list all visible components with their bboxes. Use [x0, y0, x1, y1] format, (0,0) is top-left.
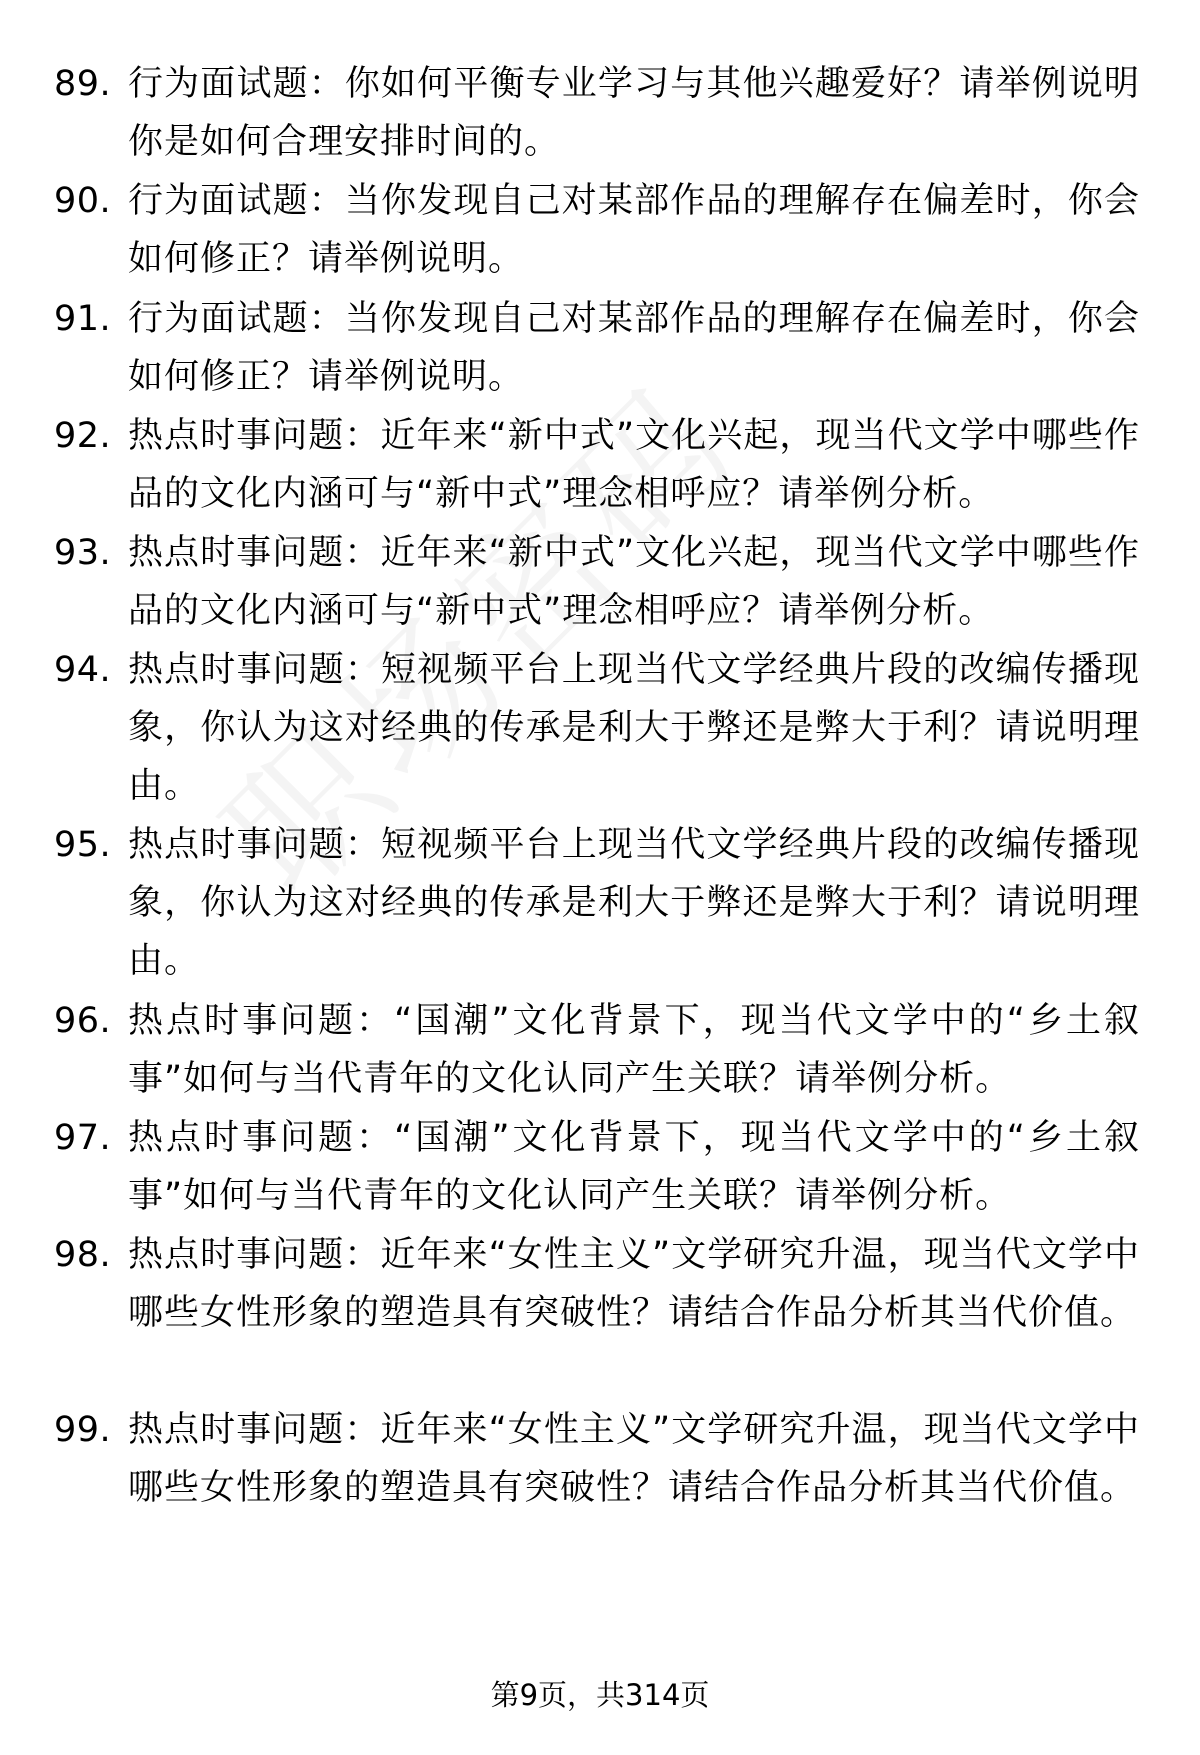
question-text: 行为面试题：当你发现自己对某部作品的理解存在偏差时，你会如何修正？请举例说明。 — [128, 181, 1140, 279]
question-number: 94. — [54, 650, 112, 690]
page-number-footer: 第9页，共314页 — [490, 1678, 710, 1712]
question-text: 热点时事问题：近年来“新中式”文化兴起，现当代文学中哪些作品的文化内涵可与“新中式”理念相呼应？请举例分析。 — [128, 416, 1140, 514]
question-text: 行为面试题：当你发现自己对某部作品的理解存在偏差时，你会如何修正？请举例说明。 — [128, 299, 1140, 397]
question-number: 99. — [54, 1410, 112, 1450]
question-text: 热点时事问题：近年来“新中式”文化兴起，现当代文学中哪些作品的文化内涵可与“新中式”理念相呼应？请举例分析。 — [128, 533, 1140, 631]
question-number: 95. — [54, 825, 112, 865]
question-text: 热点时事问题：“国潮”文化背景下，现当代文学中的“乡土叙事”如何与当代青年的文化认同产生关联？请举例分析。 — [128, 1001, 1140, 1099]
question-number: 89. — [54, 64, 112, 104]
question-number: 91. — [54, 299, 112, 339]
question-text: 热点时事问题：“国潮”文化背景下，现当代文学中的“乡土叙事”如何与当代青年的文化认同产生关联？请举例分析。 — [128, 1118, 1140, 1216]
question-number: 90. — [54, 181, 112, 221]
question-number: 96. — [54, 1001, 112, 1041]
question-text: 热点时事问题：短视频平台上现当代文学经典片段的改编传播现象，你认为这对经典的传承是利大于弊还是弊大于利？请说明理由。 — [128, 825, 1140, 981]
question-number: 92. — [54, 416, 112, 456]
question-text: 热点时事问题：短视频平台上现当代文学经典片段的改编传播现象，你认为这对经典的传承是利大于弊还是弊大于利？请说明理由。 — [128, 650, 1140, 806]
question-text: 热点时事问题：近年来“女性主义”文学研究升温，现当代文学中哪些女性形象的塑造具有突破性？请结合作品分析其当代价值。 — [128, 1235, 1140, 1333]
question-text: 行为面试题：你如何平衡专业学习与其他兴趣爱好？请举例说明你是如何合理安排时间的。 — [128, 64, 1140, 162]
question-number: 98. — [54, 1235, 112, 1275]
question-text: 热点时事问题：近年来“女性主义”文学研究升温，现当代文学中哪些女性形象的塑造具有突破性？请结合作品分析其当代价值。 — [128, 1410, 1140, 1508]
question-number: 93. — [54, 533, 112, 573]
question-number: 97. — [54, 1118, 112, 1158]
